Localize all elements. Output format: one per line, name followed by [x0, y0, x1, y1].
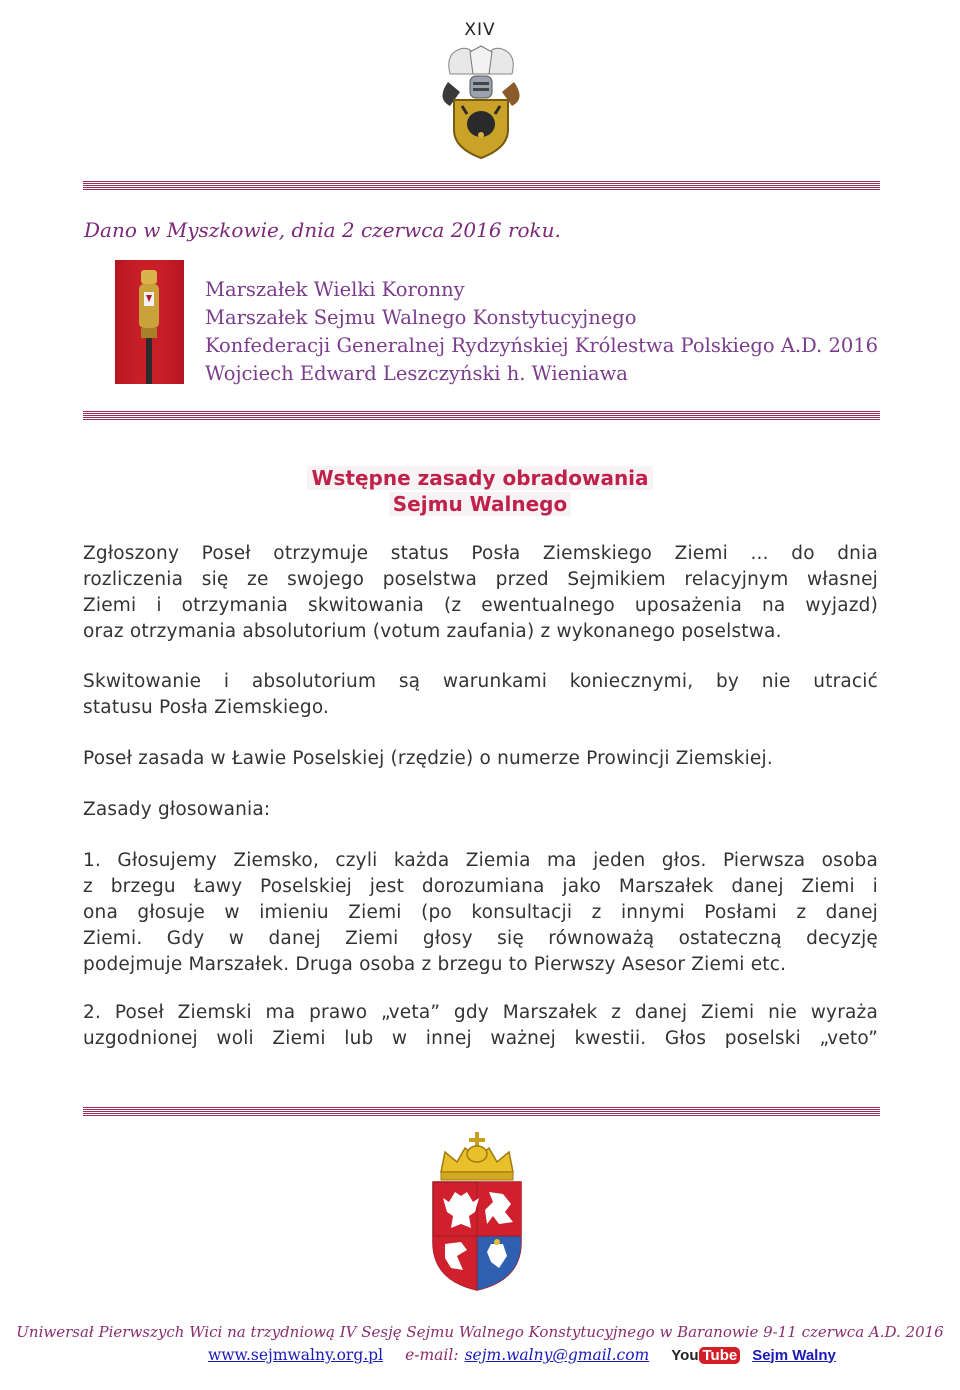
paragraph-line: ona głosuje w imieniu Ziemi (po konsultacji z innymi Posłami z danej	[83, 902, 878, 923]
paragraph-line: oraz otrzymania absolutorium (votum zaufania) z wykonanego poselstwa.	[83, 621, 782, 642]
dated-line: Dano w Myszkowie, dnia 2 czerwca 2016 roku.	[84, 218, 561, 242]
paragraph-line: Ziemi. Gdy w danej Ziemi głosy się równoważą ostateczną decyzję	[83, 928, 878, 949]
footer-caption: Uniwersał Pierwszych Wici na trzydniową IV Sesję Sejmu Walnego Konstytucyjnego w Baranowie 9-11 czerwca A.D. 2016	[16, 1323, 944, 1341]
signature-line: Wojciech Edward Leszczyński h. Wieniawa	[205, 362, 628, 385]
section-title-line1: Wstępne zasady obradowania	[0, 466, 960, 490]
sejm-walny-link[interactable]: Sejm Walny	[752, 1346, 836, 1364]
website-link[interactable]: www.sejmwalny.org.pl	[208, 1346, 384, 1364]
paragraph-line: Ziemi i otrzymania skwitowania (z ewentualnego uposażenia na wyjazd)	[83, 595, 878, 616]
page-number: XIV	[464, 20, 496, 40]
email-link[interactable]: sejm.walny@gmail.com	[464, 1346, 650, 1364]
paragraph-line: rozliczenia się ze swojego poselstwa przed Sejmikiem relacyjnym własnej	[83, 569, 878, 590]
decorative-rule-top	[83, 181, 880, 191]
paragraph-line: uzgodnionej woli Ziemi lub w innej ważnej kwestii. Głos poselski „veto”	[83, 1028, 878, 1049]
paragraph-line: 2. Poseł Ziemski ma prawo „veta” gdy Marszałek z danej Ziemi nie wyraża	[83, 1002, 878, 1023]
commonwealth-coat-of-arms-image	[427, 1132, 527, 1292]
signature-line: Marszałek Sejmu Walnego Konstytucyjnego	[205, 306, 637, 329]
footer-contact-bar	[208, 1346, 836, 1364]
paragraph-line: statusu Posła Ziemskiego.	[83, 697, 330, 718]
paragraph-line: Zasady głosowania:	[83, 799, 271, 820]
youtube-logo-icon[interactable]: You Tube	[671, 1347, 740, 1364]
paragraph-line: Poseł zasada w Ławie Poselskiej (rzędzie) o numerze Prowincji Ziemskiej.	[83, 748, 773, 769]
section-title-line2: Sejmu Walnego	[0, 492, 960, 516]
email-label: e-mail:	[405, 1346, 459, 1364]
wieniawa-crest-image	[440, 44, 522, 164]
paragraph-line: z brzegu Ławy Poselskiej jest dorozumiana jako Marszałek danej Ziemi i	[83, 876, 878, 897]
paragraph-line: 1. Głosujemy Ziemsko, czyli każda Ziemia ma jeden głos. Pierwsza osoba	[83, 850, 878, 871]
paragraph-line: Zgłoszony Poseł otrzymuje status Posła Ziemskiego Ziemi ... do dnia	[83, 543, 878, 564]
decorative-rule-middle	[83, 411, 880, 421]
paragraph-line: Skwitowanie i absolutorium są warunkami koniecznymi, by nie utracić	[83, 671, 878, 692]
marshal-mace-image	[115, 260, 184, 384]
signature-line: Marszałek Wielki Koronny	[205, 278, 465, 301]
decorative-rule-bottom	[83, 1107, 880, 1117]
signature-line: Konfederacji Generalnej Rydzyńskiej Królestwa Polskiego A.D. 2016	[205, 334, 879, 357]
paragraph-line: podejmuje Marszałek. Druga osoba z brzegu to Pierwszy Asesor Ziemi etc.	[83, 954, 787, 975]
